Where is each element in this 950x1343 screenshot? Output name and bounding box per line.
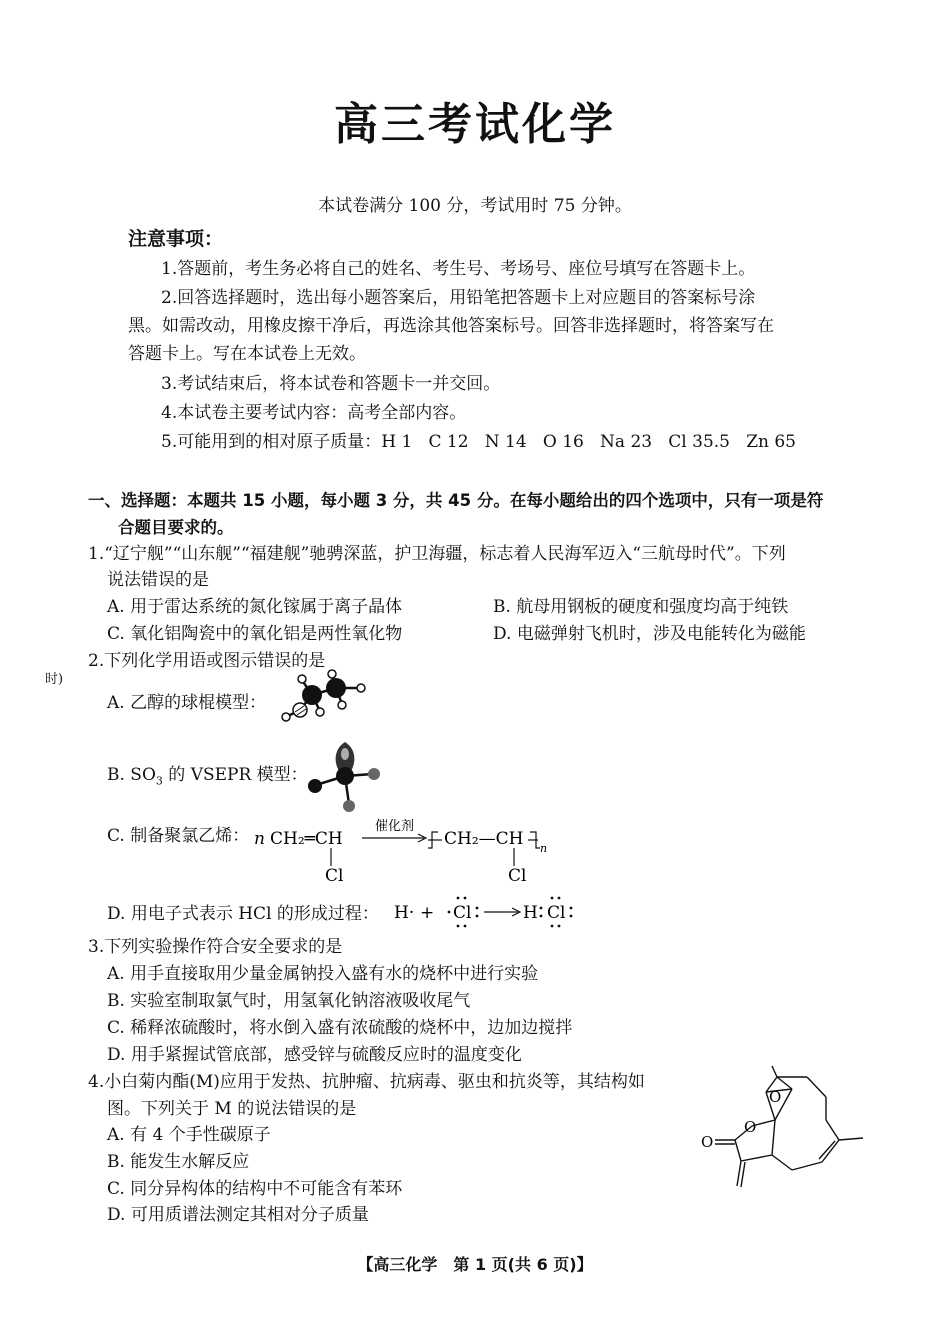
q4-option-c: C. 同分异构体的结构中不可能含有苯环 — [107, 1179, 403, 1199]
q3-option-d: D. 用手紧握试管底部，感受锌与硫酸反应时的温度变化 — [107, 1045, 522, 1065]
q2-option-b — [107, 762, 308, 794]
q1-option-c: C. 氧化铝陶瓷中的氧化铝是两性氧化物 — [107, 624, 403, 644]
notice-item: 黑。如需改动，用橡皮擦干净后，再选涂其他答案标号。回答非选择题时，将答案写在 — [128, 316, 774, 336]
epoxide-oxygen: O — [769, 1088, 782, 1106]
carbonyl-oxygen: O — [701, 1133, 714, 1151]
q2-option-c-label: C. 制备聚氯乙烯： — [107, 826, 250, 846]
q3-stem: 3.下列实验操作符合安全要求的是 — [88, 937, 343, 957]
so3-vsepr-model — [300, 738, 390, 816]
notice-item: 3.考试结束后，将本试卷和答题卡一并交回。 — [161, 374, 501, 394]
parthenolide-structure — [695, 1060, 875, 1200]
q3-option-a: A. 用手直接取用少量金属钠投入盛有水的烧杯中进行实验 — [107, 964, 539, 984]
q3-option-b: B. 实验室制取氯气时，用氢氧化钠溶液吸收尾气 — [107, 991, 471, 1011]
q4-option-d: D. 可用质谱法测定其相对分子质量 — [107, 1205, 369, 1225]
section-heading-cont: 合题目要求的。 — [118, 518, 234, 537]
q2-option-b-subscript: 3 — [155, 774, 163, 788]
h-in-hcl: H — [523, 903, 538, 923]
ethanol-ball-stick-model — [270, 668, 380, 728]
reactant-cl: Cl — [325, 866, 344, 886]
q2-option-b-suffix: 的 VSEPR 模型： — [162, 765, 308, 785]
notice-item: 1.答题前，考生务必将自己的姓名、考生号、考场号、座位号填写在答题卡上。 — [161, 259, 756, 279]
q4-option-a: A. 有 4 个手性碳原子 — [107, 1125, 271, 1145]
q1-option-b: B. 航母用钢板的硬度和强度均高于纯铁 — [493, 597, 789, 617]
q1-option-d: D. 电磁弹射飞机时，涉及电能转化为磁能 — [493, 624, 806, 644]
margin-note: 时) — [45, 672, 64, 687]
q2-option-d-label: D. 用电子式表示 HCl 的形成过程： — [107, 904, 379, 924]
reactant-vinyl-chloride: CH₂═CH — [270, 829, 343, 849]
q1-stem-cont: 说法错误的是 — [107, 570, 209, 590]
cl-in-hcl: Cl — [547, 903, 566, 923]
q2-option-a: A. 乙醇的球棍模型： — [107, 693, 267, 713]
page-footer: 【高三化学 第 1 页(共 6 页)】 — [357, 1255, 593, 1274]
q4-option-b: B. 能发生水解反应 — [107, 1152, 250, 1172]
page-title: 高三考试化学 — [334, 99, 616, 150]
q2-stem: 2.下列化学用语或图示错误的是 — [88, 651, 326, 671]
q4-stem: 4.小白菊内酯(M)应用于发热、抗肿瘤、抗病毒、驱虫和抗炎等，其结构如 — [88, 1072, 645, 1092]
q2-option-b-prefix: B. SO — [107, 765, 156, 785]
coefficient-n: n — [254, 829, 265, 849]
notice-item: 4.本试卷主要考试内容：高考全部内容。 — [161, 403, 467, 423]
product-cl: Cl — [508, 866, 527, 886]
exam-intro: 本试卷满分 100 分，考试用时 75 分钟。 — [318, 196, 632, 216]
notice-item: 2.回答选择题时，选出每小题答案后，用铅笔把答题卡上对应题目的答案标号涂 — [161, 288, 756, 308]
atomic-masses: 5.可能用到的相对原子质量：H 1 C 12 N 14 O 16 Na 23 Cl 35.5 Zn 65 — [161, 432, 797, 452]
lactone-ring-oxygen: O — [744, 1118, 757, 1136]
subscript-n: n — [540, 842, 548, 855]
notice-heading: 注意事项： — [128, 228, 224, 250]
q1-stem: 1.“辽宁舰”“山东舰”“福建舰”驰骋深蓝，护卫海疆，标志着人民海军迈入“三航母时代”。下列 — [88, 544, 786, 564]
polymer-repeat-unit: CH₂—CH — [444, 829, 524, 849]
plus-sign: + — [420, 903, 435, 923]
q4-stem-cont: 图。下列关于 M 的说法错误的是 — [107, 1099, 357, 1119]
section-heading: 一、选择题：本题共 15 小题，每小题 3 分，共 45 分。在每小题给出的四个选项中，只有一项是符 — [88, 491, 824, 510]
q3-option-c: C. 稀释浓硫酸时，将水倒入盛有浓硫酸的烧杯中，边加边搅拌 — [107, 1018, 573, 1038]
q1-option-a: A. 用于雷达系统的氮化镓属于离子晶体 — [107, 597, 403, 617]
catalyst-label: 催化剂 — [375, 819, 415, 834]
pvc-polymerization-equation — [252, 814, 562, 892]
hcl-electron-formula — [392, 892, 592, 934]
h-atom-dot: H· — [394, 903, 415, 923]
notice-item: 答题卡上。写在本试卷上无效。 — [128, 344, 366, 364]
cl-atom: Cl — [453, 903, 472, 923]
